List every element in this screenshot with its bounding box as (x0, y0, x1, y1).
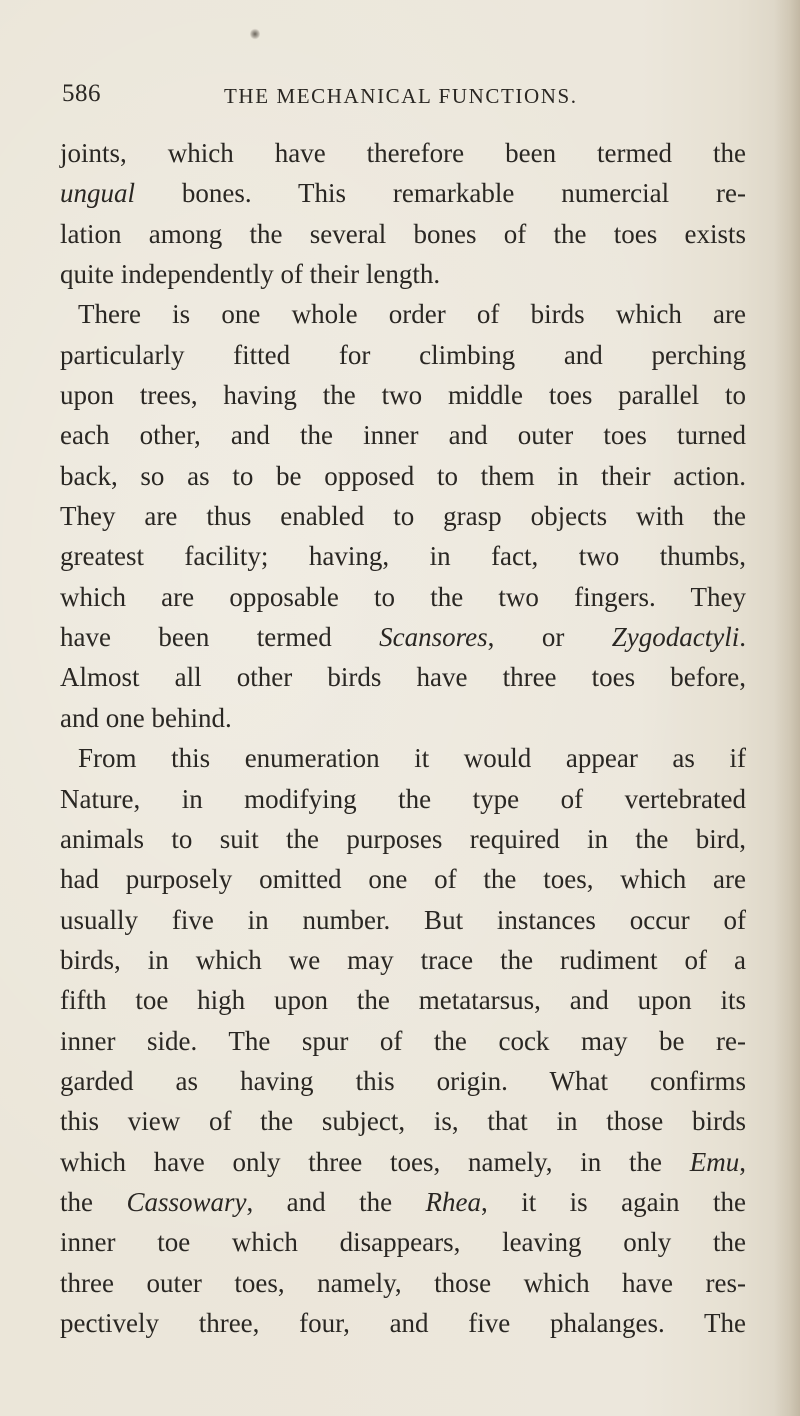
text-line: greatest facility; having, in fact, two thumbs, (60, 541, 746, 572)
text-line: back, so as to be opposed to them in their action. (60, 460, 746, 491)
page-edge-shadow (774, 0, 800, 1416)
text-line: the Cassowary, and the Rhea, it is again the (60, 1186, 746, 1217)
text-line: pectively three, four, and five phalanges. The (60, 1307, 746, 1338)
text-line: which have only three toes, namely, in the Emu, (60, 1146, 746, 1177)
text-line: this view of the subject, is, that in those birds (60, 1106, 746, 1137)
text-line: They are thus enabled to grasp objects with the (60, 501, 746, 532)
text-line: upon trees, having the two middle toes parallel to (60, 380, 746, 411)
text-line: ungual bones. This remarkable numercial re- (60, 178, 746, 209)
text-line: usually five in number. But instances occur of (60, 904, 746, 935)
text-line: three outer toes, namely, those which have res- (60, 1267, 746, 1298)
text-line: had purposely omitted one of the toes, which are (60, 864, 746, 895)
text-line: joints, which have therefore been termed the (60, 138, 746, 168)
ink-speck (250, 28, 260, 40)
text-line: animals to suit the purposes required in the bird, (60, 823, 746, 854)
text-line: garded as having this origin. What confirms (60, 1065, 746, 1096)
text-line: lation among the several bones of the toes exists (60, 218, 746, 249)
text-line: From this enumeration it would appear as if (78, 743, 746, 774)
text-line: inner toe which disappears, leaving only the (60, 1227, 746, 1258)
page-number: 586 (62, 80, 101, 107)
text-line: and one behind. (60, 702, 232, 733)
text-line: Almost all other birds have three toes before, (60, 662, 746, 693)
body-text (60, 133, 750, 1343)
text-line: have been termed Scansores, or Zygodactyli. (60, 622, 746, 653)
text-line: particularly fitted for climbing and perching (60, 339, 746, 370)
text-line: inner side. The spur of the cock may be re- (60, 1025, 746, 1056)
running-head (62, 74, 722, 114)
text-line: fifth toe high upon the metatarsus, and upon its (60, 985, 746, 1016)
text-line: which are opposable to the two fingers. They (60, 581, 746, 612)
text-line: There is one whole order of birds which are (78, 299, 746, 330)
text-line: each other, and the inner and outer toes turned (60, 420, 746, 451)
running-title: THE MECHANICAL FUNCTIONS. (224, 84, 578, 108)
text-line: Nature, in modifying the type of vertebrated (60, 783, 746, 814)
text-line: quite independently of their length. (60, 259, 441, 290)
text-line: birds, in which we may trace the rudiment of a (60, 944, 746, 975)
